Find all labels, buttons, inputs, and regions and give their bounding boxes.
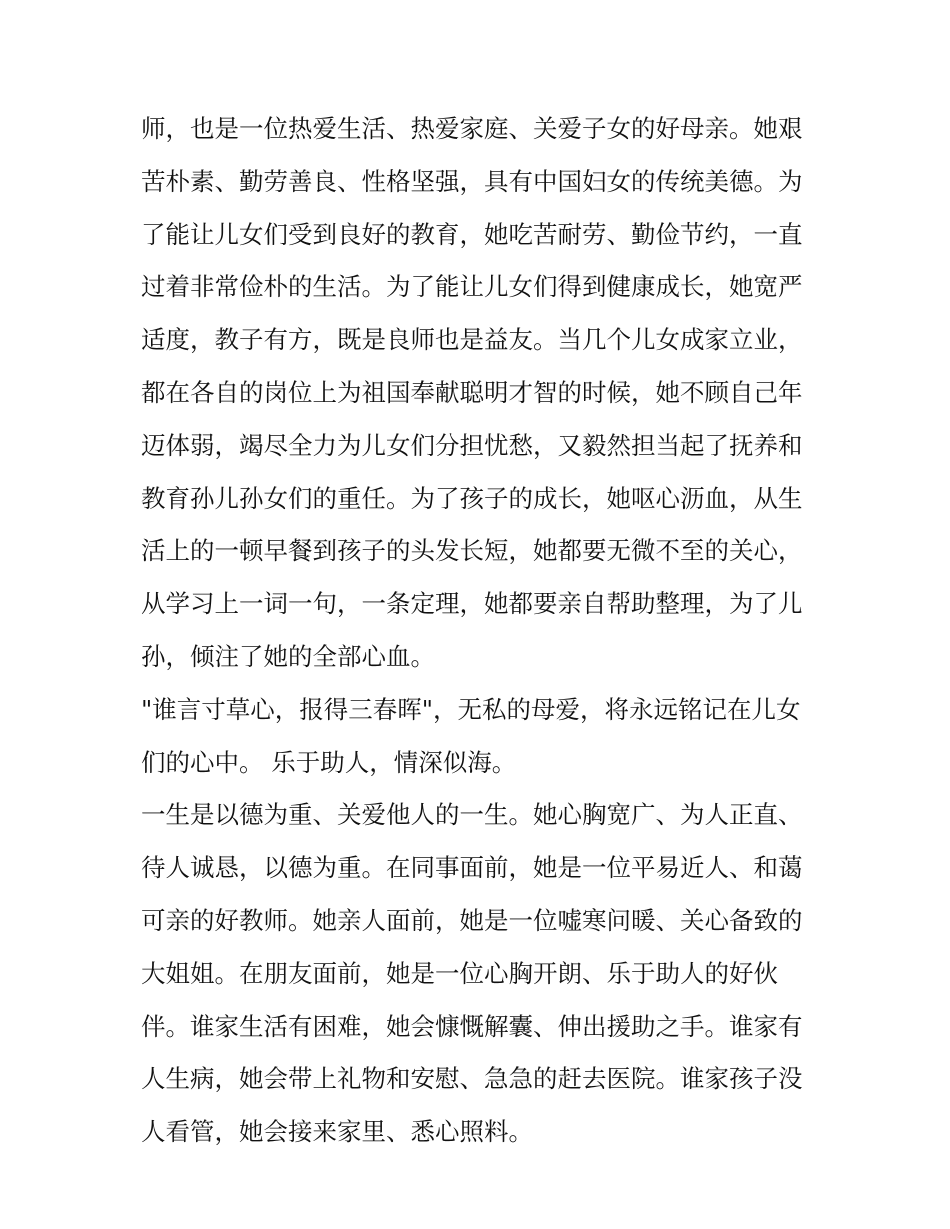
text-line: 伴。谁家生活有困难，她会慷慨解囊、伸出援助之手。谁家有: [141, 1011, 803, 1041]
text-line: 从学习上一词一句，一条定理，她都要亲自帮助整理，为了儿: [141, 589, 803, 619]
text-line: 人生病，她会带上礼物和安慰、急急的赶去医院。谁家孩子没: [141, 1064, 803, 1094]
text-line: 都在各自的岗位上为祖国奉献聪明才智的时候，她不顾自己年: [141, 377, 803, 407]
text-line: 师，也是一位热爱生活、热爱家庭、关爱子女的好母亲。她艰: [141, 114, 803, 143]
text-line: 了能让儿女们受到良好的教育，她吃苦耐劳、勤俭节约，一直: [141, 219, 803, 249]
text-line: 苦朴素、勤劳善良、性格坚强，具有中国妇女的传统美德。为: [141, 166, 803, 196]
text-line: 孙，倾注了她的全部心血。: [141, 641, 435, 671]
text-line: "谁言寸草心，报得三春晖"，无私的母爱，将永远铭记在儿女: [141, 694, 801, 724]
text-line: 适度，教子有方，既是良师也是益友。当几个儿女成家立业，: [141, 325, 803, 355]
text-line: 教育孙儿孙女们的重任。为了孩子的成长，她呕心沥血，从生: [141, 483, 803, 513]
text-line: 可亲的好教师。她亲人面前，她是一位嘘寒问暖、关心备致的: [141, 905, 803, 935]
text-line: 过着非常俭朴的生活。为了能让儿女们得到健康成长，她宽严: [141, 272, 803, 302]
text-line: 人看管，她会接来家里、悉心照料。: [141, 1117, 533, 1147]
text-line: 一生是以德为重、关爱他人的一生。她心胸宽广、为人正直、: [141, 800, 803, 830]
text-line: 大姐姐。在朋友面前，她是一位心胸开朗、乐于助人的好伙: [141, 958, 778, 988]
text-line: 待人诚恳，以德为重。在同事面前，她是一位平易近人、和蔼: [141, 853, 803, 883]
text-line: 迈体弱，竭尽全力为儿女们分担忧愁，又毅然担当起了抚养和: [141, 430, 803, 460]
document-body: [141, 103, 821, 1159]
text-line: 们的心中。 乐于助人，情深似海。: [141, 747, 517, 777]
text-line: 活上的一顿早餐到孩子的头发长短，她都要无微不至的关心，: [141, 536, 803, 566]
